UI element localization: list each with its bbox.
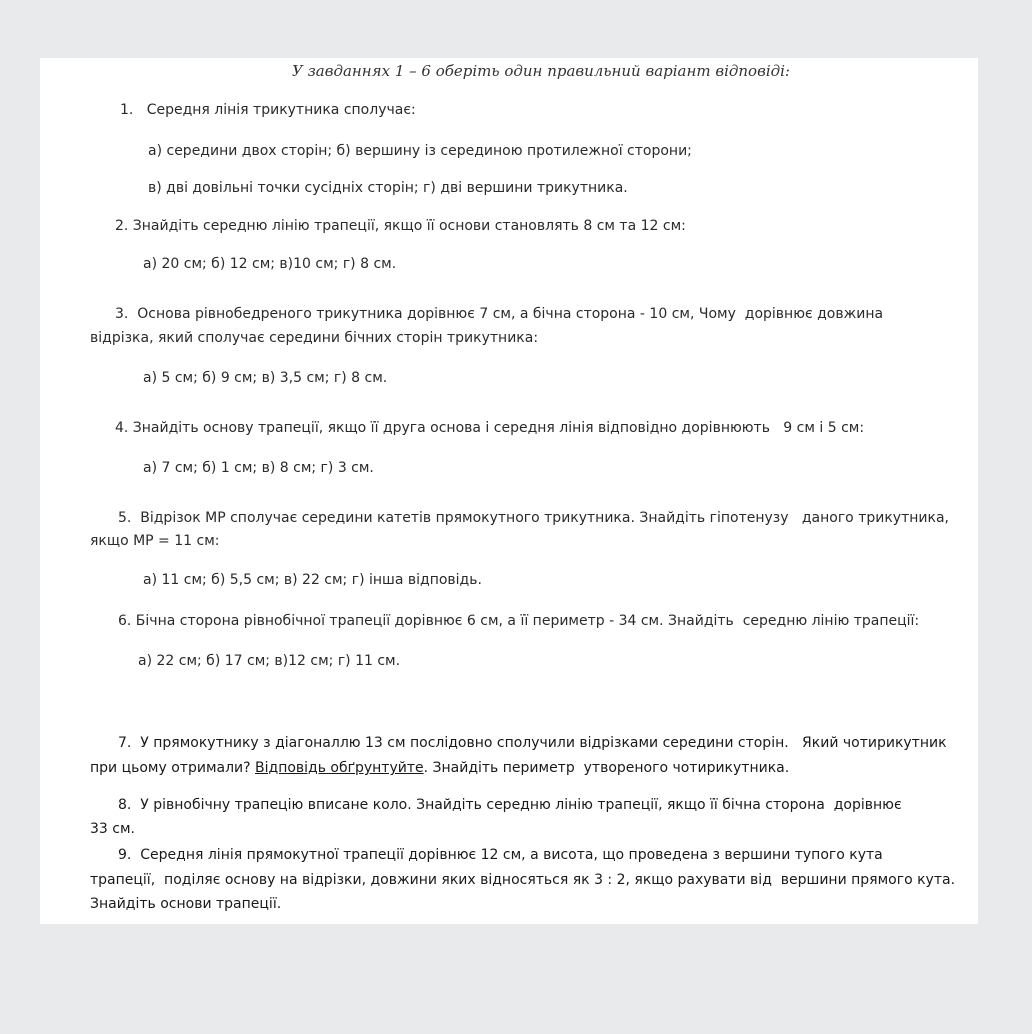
question-7-line-1: 7. У прямокутнику з діагоналлю 13 см послідовно сполучили відрізками середини сторін. Який чотирикутник bbox=[118, 735, 947, 751]
question-3-line-2: відрізка, який сполучає середини бічних сторін трикутника: bbox=[90, 330, 539, 346]
question-8-line-1: 8. У рівнобічну трапецію вписане коло. Знайдіть середню лінію трапеції, якщо її бічна сторона дорівнює bbox=[118, 797, 902, 813]
question-1-options-c-d: в) дві довільні точки сусідніх сторін; г) дві вершини трикутника. bbox=[148, 180, 628, 196]
question-5-options: а) 11 см; б) 5,5 см; в) 22 см; г) інша відповідь. bbox=[143, 572, 482, 588]
question-3-line-1: 3. Основа рівнобедреного трикутника дорівнює 7 см, а бічна сторона - 10 см, Чому дорівнює довжина bbox=[115, 306, 884, 322]
question-9-line-1: 9. Середня лінія прямокутної трапеції дорівнює 12 см, а висота, що проведена з вершини тупого кута bbox=[118, 847, 883, 863]
question-7-text-before: при цьому отримали? bbox=[90, 760, 256, 776]
question-9-line-2: трапеції, поділяє основу на відрізки, довжини яких відносяться як 3 : 2, якщо рахувати від вершини прямого кута. bbox=[90, 872, 956, 888]
question-4: 4. Знайдіть основу трапеції, якщо її друга основа і середня лінія відповідно дорівнюють 9 см і 5 см: bbox=[115, 420, 865, 436]
question-7-text-after: . Знайдіть периметр утвореного чотирикутника. bbox=[423, 760, 790, 776]
question-6: 6. Бічна сторона рівнобічної трапеції дорівнює 6 см, а її периметр - 34 см. Знайдіть середню лінію трапеції: bbox=[118, 613, 920, 629]
question-1-options-a-b: а) середини двох сторін; б) вершину із серединою протилежної сторони; bbox=[148, 143, 692, 159]
question-4-options: а) 7 см; б) 1 см; в) 8 см; г) 3 см. bbox=[143, 460, 374, 476]
question-2: 2. Знайдіть середню лінію трапеції, якщо її основи становлять 8 см та 12 см: bbox=[115, 218, 686, 234]
question-7-line-2 bbox=[90, 759, 789, 777]
question-8-line-2: 33 см. bbox=[90, 821, 135, 837]
question-9-line-3: Знайдіть основи трапеції. bbox=[90, 896, 282, 912]
question-6-options: а) 22 см; б) 17 см; в)12 см; г) 11 см. bbox=[138, 653, 401, 669]
question-1: 1. Середня лінія трикутника сполучає: bbox=[120, 102, 416, 118]
question-5-line-2: якщо MP = 11 см: bbox=[90, 533, 220, 549]
question-3-options: а) 5 см; б) 9 см; в) 3,5 см; г) 8 см. bbox=[143, 370, 388, 386]
instruction-heading: У завданнях 1 – 6 оберіть один правильний варіант відповіді: bbox=[292, 62, 790, 80]
question-2-options: а) 20 см; б) 12 см; в)10 см; г) 8 см. bbox=[143, 256, 397, 272]
justify-answer-underlined-text: Відповідь обґрунтуйте bbox=[255, 760, 424, 776]
question-5-line-1: 5. Відрізок MP сполучає середини катетів прямокутного трикутника. Знайдіть гіпотенузу даного трикутника, bbox=[118, 510, 949, 526]
